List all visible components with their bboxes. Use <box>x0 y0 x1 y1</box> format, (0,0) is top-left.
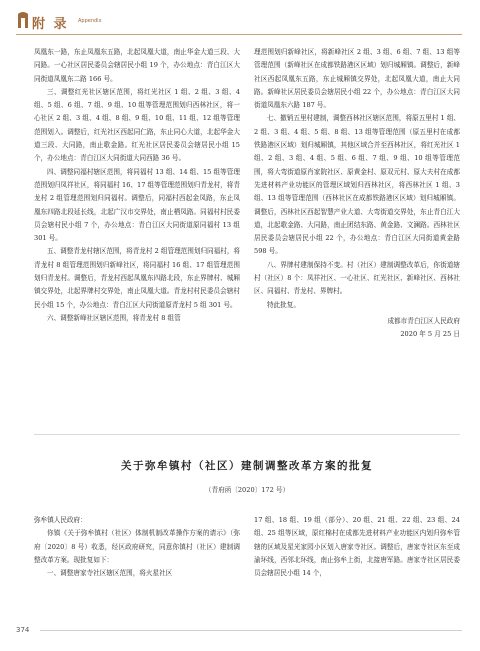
header-divider <box>16 34 462 35</box>
paragraph: 四、调整同福村辖区范围，将同福村 13 组、14 组、15 组等管理范围划归凤祥社区，将同福村 16、17 组等管理范围划归青龙村，将青龙村 2 组管理范围划归同福村。调整后，同福村西起金凤路，东止凤凰东四路北段延长线，北起广汉市交界处，南止栖凤路。同福村村民委员会辖村民小组 7 个，办公地点：青白江区大同街道原同福村 13 组 301 号。 <box>34 167 240 243</box>
paragraph: 你镇《关于弥牟镇村（社区）体制机制改革操作方案的请示》（弥府〔2020〕8 号）收悉，经区政府研究，同意你镇村（社区）建制调整改革方案。现批复如下： <box>34 529 240 564</box>
bottom-left-column <box>34 514 240 580</box>
paragraph: 七、撤销五里村建制，调整西林社区辖区范围，将原五里村 1 组、2 组、3 组、4 组、5 组、8 组、13 组等管理范围（原五里村在成都铁路港区区域）划归城厢镇，其他区域合并至西林社区，将红光社区 1 组、2 组、3 组、4 组、5 组、6 组、7 组、9 组、10 组等管理范围，将大弯街道原肖家院社区、原黄金村、原双元村、原大夫村在成都先进材料产业功能区的管理区域划归西林社区，将西林社区 1 组、3 组、13 组等管理范围（西林社区在成都铁路港区区域）划归城厢镇。调整后，西林社区西起智慧产业大道、大弯街道交界处，东止青白江大道，北起歌金路、大同路，南止团结东路、黄金路、文澜路。西林社区居民委员会辖居民小组 22 个，办公地点：青白江区大同街道黄金路 598 号。 <box>254 114 461 256</box>
footer-divider <box>40 630 462 631</box>
page-header <box>16 10 462 36</box>
paragraph: 一、调整唐家寺社区辖区范围，将火星社区 <box>47 569 173 578</box>
left-column <box>34 46 240 325</box>
paragraph: 五、调整青龙村辖区范围，将青龙村 2 组管理范围划归同福村，将青龙村 8 组管理范围划归新峰社区，将同福村 16 组、17 组管理范围划归青龙村。调整后，青龙村西起凤凰东四路北段，东止界牌村、城厢镇交界处，北起界牌村交界处，南止凤凰大道。青龙村村民委员会辖村民小组 15 个，办公地点：青白江区大同街道原青龙村 5 组 301 号。 <box>34 247 241 309</box>
paragraph: 六、调整新峰社区辖区范围，将青龙村 8 组管 <box>47 313 181 322</box>
signature-date: 2020 年 5 月 25 日 <box>400 330 460 339</box>
page-number: 374 <box>16 626 30 634</box>
right-paragraphs <box>254 46 460 312</box>
section-divider <box>34 434 460 435</box>
right-column <box>254 46 460 342</box>
paragraph: 特此批复。 <box>267 300 300 309</box>
document-title: 关于弥牟镇村（社区）建制调整改革方案的批复 <box>121 460 373 472</box>
paragraph: 三、调整红光社区辖区范围，将红光社区 1 组、2 组、3 组、4 组、5 组、6 组、7 组、9 组、10 组等管理范围划归西林社区，将一心社区 2 组、3 组、4 组、8 组、9 组、10 组、11 组、12 组等管理范围划入。调整后，红光社区西起同仁路，东止同心大道，北起华金大道三段、大同路，南止歌金路。红光社区居民委员会辖居民小组 15 个，办公地点：青白江区大同街道大同西路 36 号。 <box>34 87 240 163</box>
paragraph: 理范围划归新峰社区，将新峰社区 2 组、3 组、6 组、7 组、13 组等管理范围（新峰社区在成都铁路港区区域）划归城厢镇。调整后，新峰社区西起凤凰东五路，东止城厢镇交界处，北起凤凰大道，南止大同路。新峰社区居民委员会辖居民小组 22 个，办公地点：青白江区大同街道凤凰东六路 187 号。 <box>254 48 460 110</box>
paragraph: 弥牟镇人民政府： <box>34 516 87 524</box>
header-subtitle: Appendix <box>78 18 102 24</box>
header-title: 附 录 <box>32 17 69 32</box>
paragraph: 八、界牌村建制保持不变。村（社区）建制调整改革后，你街道辖村（社区）8 个：凤祥社区、一心社区、红光社区、新峰社区、西林社区、同福村、青龙村、界牌村。 <box>254 260 460 296</box>
signature-org: 成都市青白江区人民政府 <box>387 316 460 325</box>
document-number: （青府函〔2020〕172 号） <box>204 486 290 494</box>
paragraph: 凤凰东一路，东止凤凰东五路，北起凤凰大道，南止华金大道三段、大同路。一心社区居民委员会辖居民小组 19 个，办公地点：青白江区大同街道凤凰东二路 166 号。 <box>34 48 240 83</box>
bottom-right-column <box>254 514 460 580</box>
appendix-logo-icon <box>16 10 30 30</box>
paragraph: 17 组、18 组、19 组（部分）、20 组、21 组、22 组、23 组、24 组、25 组等区域，原红棉村在成都先进材料产业功能区内划归弥牟管辖的区域及星光家园小区划入唐家寺社区。调整后，唐家寺社区东至成渝环线，西邻北环线，南止弥牟上街，北接唐军路。唐家寺社区居民委员会辖居民小组 14 个， <box>254 516 460 578</box>
